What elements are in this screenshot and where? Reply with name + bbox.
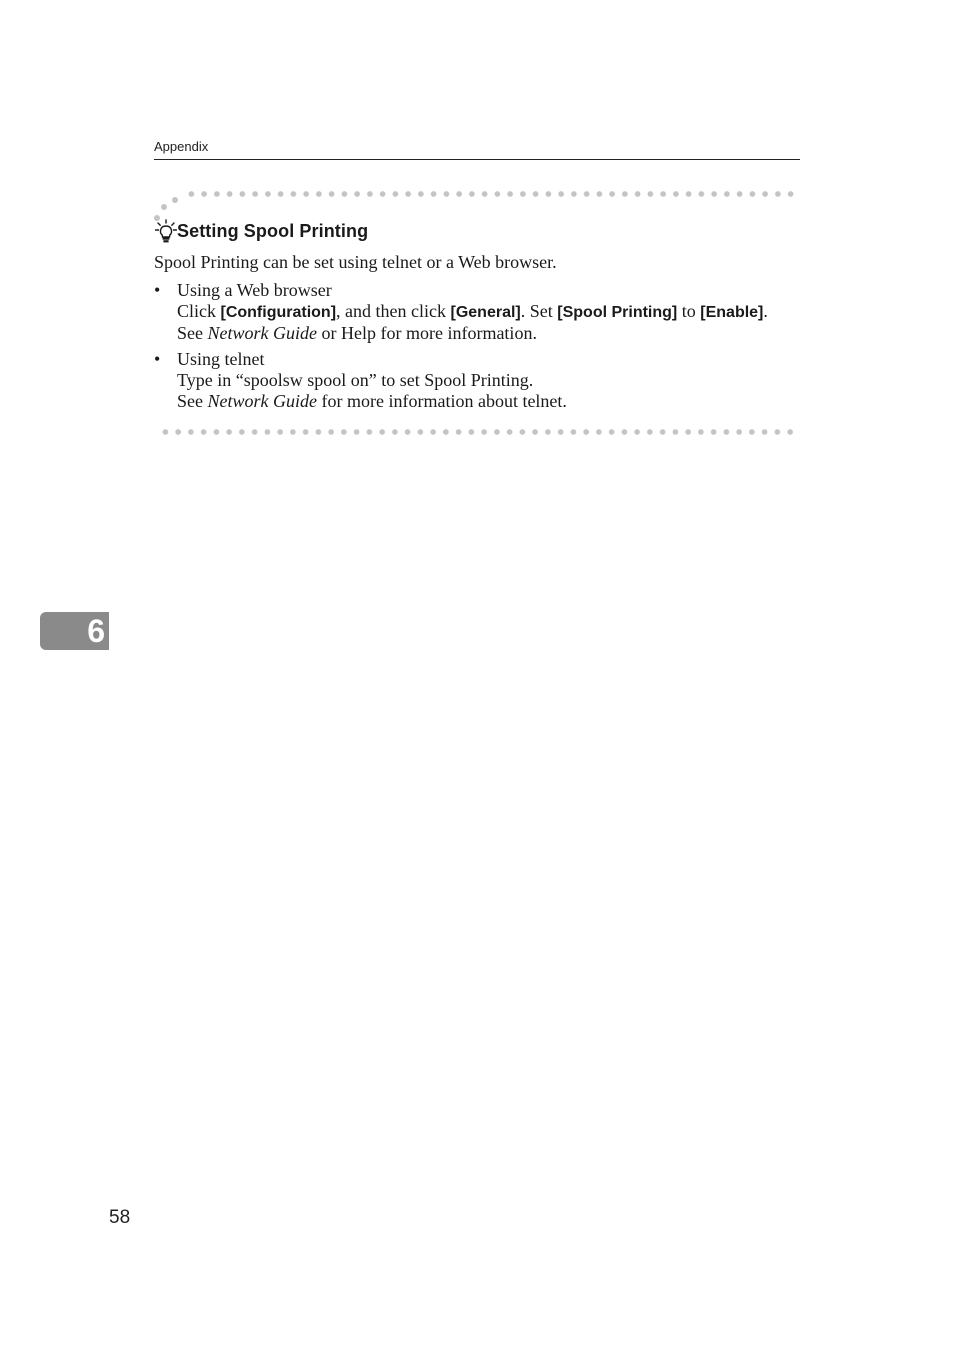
set-word: . Set: [520, 301, 553, 321]
header-rule: [154, 159, 800, 160]
dot-border-corner: [161, 204, 167, 210]
telnet-heading: Using telnet: [177, 349, 265, 369]
key-general: [General]: [450, 304, 521, 321]
running-header: Appendix: [154, 139, 209, 154]
telnet-see-line: [177, 391, 567, 412]
page-number: 58: [109, 1207, 131, 1228]
key-enable: [Enable]: [700, 304, 764, 321]
click-word: Click: [177, 301, 216, 321]
dotted-border-top: [185, 191, 800, 197]
then-click-text: , and then click: [336, 301, 446, 321]
lightbulb-icon: [155, 219, 177, 243]
key-spool-printing: [Spool Printing]: [557, 304, 678, 321]
bullet-mark: •: [154, 349, 161, 369]
see-word: See: [177, 323, 203, 343]
chapter-tab: [40, 612, 109, 650]
network-guide-ref: Network Guide: [207, 323, 317, 343]
telnet-more-text: for more information about telnet.: [321, 391, 567, 411]
tip-intro: Spool Printing can be set using telnet or a Web browser.: [154, 252, 557, 272]
tip-title: Setting Spool Printing: [177, 221, 369, 241]
web-heading: Using a Web browser: [177, 280, 332, 300]
chapter-number: 6: [87, 613, 105, 649]
network-guide-ref: Network Guide: [207, 391, 317, 411]
period: .: [763, 301, 768, 321]
telnet-command-line: Type in “spoolsw spool on” to set Spool Printing.: [177, 370, 534, 390]
web-see-line: [177, 323, 768, 344]
help-text: or Help for more information.: [321, 323, 537, 343]
bullet-mark: •: [154, 280, 161, 300]
dot-border-corner: [172, 197, 178, 203]
key-configuration: [Configuration]: [220, 304, 337, 321]
web-steps-line: [177, 301, 768, 323]
to-word: to: [681, 301, 696, 321]
see-word: See: [177, 391, 203, 411]
dotted-border-bottom: [159, 429, 800, 435]
